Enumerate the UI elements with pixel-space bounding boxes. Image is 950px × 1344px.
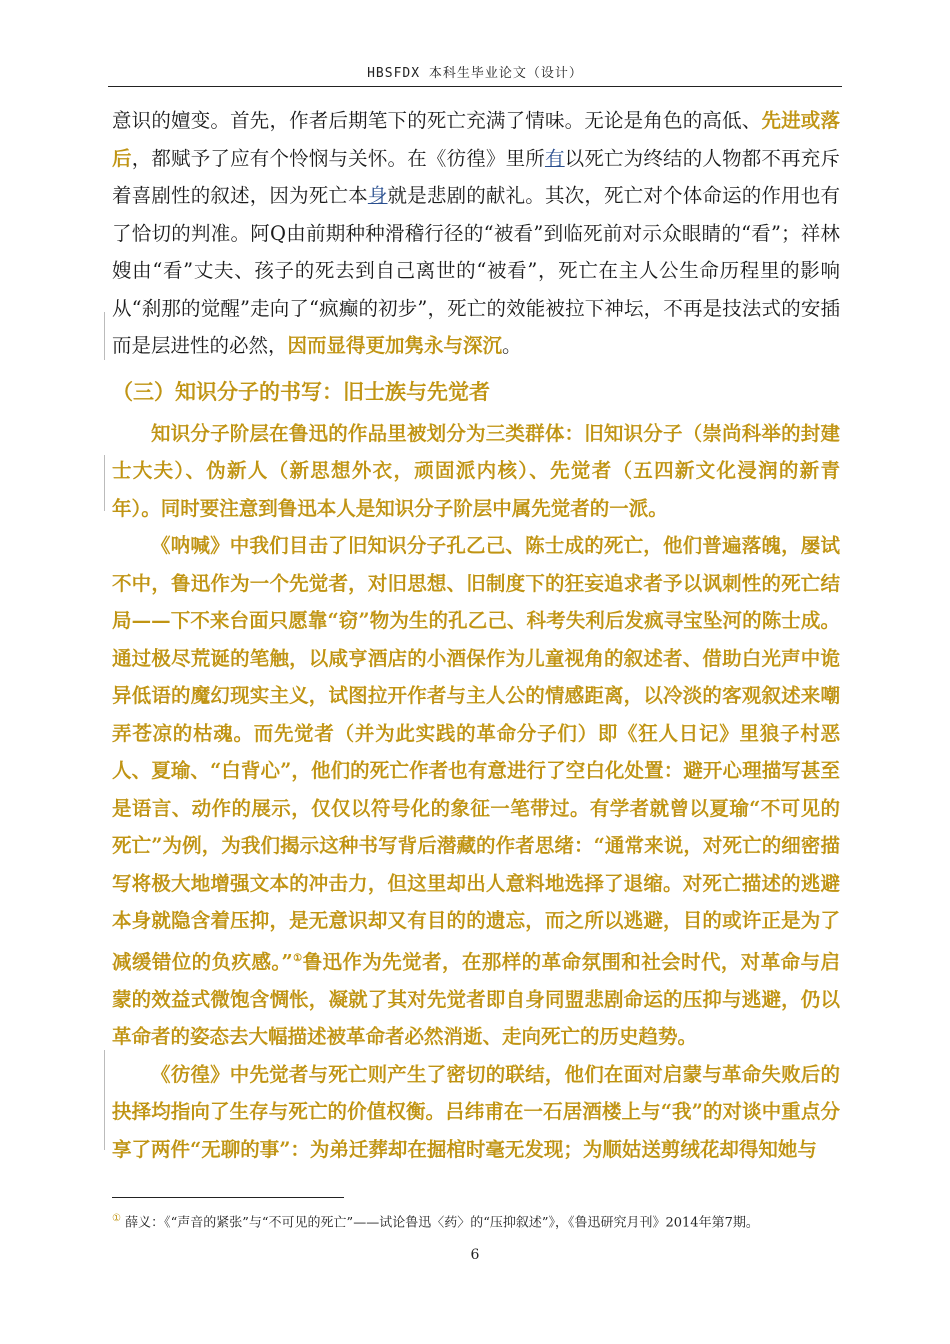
text-run: 。	[502, 334, 522, 357]
paragraph-1	[112, 102, 840, 365]
underlined-text: 身	[367, 184, 388, 207]
paragraph-4: 《彷徨》中先觉者与死亡则产生了密切的联结，他们在面对启蒙与革命失败后的抉择均指向了生存与死亡的价值权衡。吕纬甫在一石居酒楼上与“我”的对谈中重点分享了两件“无聊的事”：为弟迁葬却在掘棺时毫无发现；为顺姑送剪绒花却得知她与	[112, 1062, 840, 1161]
highlighted-text: 因而显得更加隽永与深沉	[287, 334, 503, 357]
highlighted-text: 先进或落后	[112, 109, 840, 170]
change-marker	[104, 312, 105, 360]
paragraph-2: 知识分子阶层在鲁迅的作品里被划分为三类群体：旧知识分子（崇尚科举的封建士大夫）、伪新人（新思想外衣，顽固派内核）、先觉者（五四新文化浸润的新青年）。同时要注意到鲁迅本人是知识分子阶层中属先觉者的一派。	[112, 421, 840, 520]
header-rule	[108, 86, 842, 87]
text-run: 鲁迅作为先觉者，在那样的革命氛围和社会时代，对革命与启蒙的效益式微饱含惆怅，凝就了其对先觉者即自身同盟悲剧命运的压抑与逃避，仍以革命者的姿态去大幅描述被革命者必然消逝、走向死亡的历史趋势。	[112, 950, 840, 1048]
text-run: 《呐喊》中我们目击了旧知识分子孔乙己、陈士成的死亡，他们普遍落魄，屡试不中，鲁迅作为一个先觉者，对旧思想、旧制度下的狂妄追求者予以讽刺性的死亡结局——下不来台面只愿靠“窃”物为生的孔乙己、科考失利后发疯寻宝坠河的陈士成。通过极尽荒诞的笔触，以咸亨酒店的小酒保作为儿童视角的叙述者、借助白光声中诡异低语的魔幻现实主义，试图拉开作者与主人公的情感距离，以冷淡的客观叙述来嘲弄苍凉的枯魂。而先觉者（并为此实践的革命分子们）即《狂人日记》里狼子村恶人、夏瑜、“白背心”，他们的死亡作者也有意进行了空白化处置：避开心理描写甚至是语言、动作的展示，仅仅以符号化的象征一笔带过。有学者就曾以夏瑜“不可见的死亡”为例，为我们揭示这种书写背后潜藏的作者思绪：“通常来说，对死亡的细密描写将极大地增强文本的冲击力，但这里却出人意料地选择了退缩。对死亡描述的逃避本身就隐含着压抑，是无意识却又有目的的遗忘，而之所以逃避，目的或许正是为了减缓错位的负疚感。”	[112, 534, 840, 973]
change-marker	[104, 455, 105, 511]
footnote	[112, 1207, 838, 1235]
change-marker	[104, 1050, 105, 1150]
underlined-text: 有	[544, 146, 565, 170]
footnote-rule	[112, 1197, 344, 1198]
text-run: 以死亡为终结的人物都不再充斥着喜剧性的叙述，因为死亡本	[112, 146, 840, 207]
text-run: ，都赋予了应有个怜悯与关怀。在《彷徨》里所	[131, 146, 545, 170]
page-number: 6	[470, 1247, 480, 1263]
text-run: 就是悲剧的献礼。其次，死亡对个体命运的作用也有了恰切的判准。阿Q由前期种种滑稽行径的“被看”到临死前对示众眼睛的“看”；祥林嫂由“看”丈夫、孩子的死去到自己离世的“被看”，死亡在主人公生命历程里的影响从“刹那的觉醒”走向了“疯癫的初步”，死亡的效能被拉下神坛，不再是技法式的安插而是层进性的必然，	[112, 184, 840, 357]
text-run: 意识的嬗变。首先，作者后期笔下的死亡充满了情味。无论是角色的高低、	[112, 109, 762, 132]
footnote-text: 薛义：《“声音的紧张”与“不可见的死亡”——试论鲁迅〈药〉的“压抑叙述”》，《鲁迅研究月刊》2014年第7期。	[125, 1215, 759, 1231]
footnote-mark: ①	[112, 1213, 121, 1224]
footnote-reference[interactable]: ①	[292, 952, 303, 964]
paper-body	[112, 102, 840, 1168]
paragraph-3	[112, 527, 840, 1056]
page-header: HBSFDX 本科生毕业论文（设计）	[367, 66, 583, 81]
section-title: （三）知识分子的书写：旧士族与先觉者	[112, 379, 490, 404]
